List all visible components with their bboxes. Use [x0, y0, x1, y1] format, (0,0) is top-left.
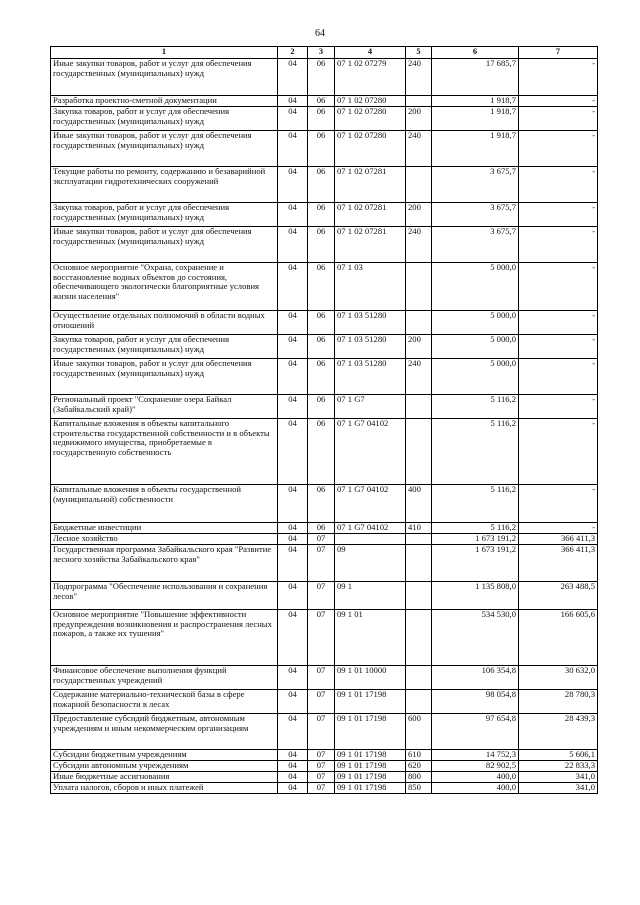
amount-cell: 3 675,7: [432, 227, 519, 263]
amount-cell: 5 000,0: [432, 311, 519, 335]
subsection-cell: 06: [308, 107, 335, 131]
table-row: [51, 545, 598, 582]
subsection-cell: 07: [308, 772, 335, 783]
section-cell: 04: [278, 523, 308, 534]
table-header-row: [51, 47, 598, 59]
name-cell: Государственная программа Забайкальского края "Развитие лесного хозяйства Забайкальского края": [51, 545, 278, 582]
amount-cell: 1 918,7: [432, 131, 519, 167]
name-cell: Капитальные вложения в объекты государственной (муниципальной) собственности: [51, 485, 278, 523]
subsection-cell: 07: [308, 610, 335, 666]
amount-cell: 98 054,8: [432, 690, 519, 714]
expense-type-cell: [406, 545, 432, 582]
table-row: [51, 714, 598, 750]
budget-table: [50, 46, 598, 794]
target-article-cell: 07 1 02 07280: [335, 131, 406, 167]
expense-type-cell: [406, 690, 432, 714]
amount-cell: 5 116,2: [432, 419, 519, 485]
subsection-cell: 07: [308, 761, 335, 772]
amount-cell: -: [519, 359, 598, 395]
expense-type-cell: 240: [406, 131, 432, 167]
subsection-cell: 07: [308, 666, 335, 690]
target-article-cell: 07 1 02 07281: [335, 227, 406, 263]
amount-cell: 400,0: [432, 772, 519, 783]
page-number: 64: [315, 28, 325, 39]
subsection-cell: 07: [308, 545, 335, 582]
amount-cell: -: [519, 107, 598, 131]
target-article-cell: 09 1 01 17198: [335, 783, 406, 794]
section-cell: 04: [278, 690, 308, 714]
name-cell: Уплата налогов, сборов и иных платежей: [51, 783, 278, 794]
table-row: [51, 395, 598, 419]
name-cell: Финансовое обеспечение выполнения функций государственных учреждений: [51, 666, 278, 690]
target-article-cell: 07 1 G7 04102: [335, 523, 406, 534]
section-cell: 04: [278, 761, 308, 772]
amount-cell: 366 411,3: [519, 534, 598, 545]
column-header: 5: [406, 47, 432, 59]
amount-cell: 22 833,3: [519, 761, 598, 772]
subsection-cell: 07: [308, 534, 335, 545]
column-header: 1: [51, 47, 278, 59]
name-cell: Субсидии автономным учреждениям: [51, 761, 278, 772]
amount-cell: -: [519, 523, 598, 534]
table-row: [51, 96, 598, 107]
subsection-cell: 06: [308, 227, 335, 263]
name-cell: Основное мероприятие "Повышение эффективности предупреждения возникновения и распространения лесных пожаров, а также их тушения": [51, 610, 278, 666]
target-article-cell: 07 1 02 07281: [335, 203, 406, 227]
table-row: [51, 107, 598, 131]
amount-cell: 3 675,7: [432, 203, 519, 227]
target-article-cell: 09 1: [335, 582, 406, 610]
table-row: [51, 359, 598, 395]
subsection-cell: 07: [308, 582, 335, 610]
expense-type-cell: 610: [406, 750, 432, 761]
section-cell: 04: [278, 359, 308, 395]
amount-cell: 5 116,2: [432, 523, 519, 534]
expense-type-cell: 240: [406, 227, 432, 263]
section-cell: 04: [278, 534, 308, 545]
expense-type-cell: 240: [406, 59, 432, 96]
subsection-cell: 06: [308, 167, 335, 203]
amount-cell: -: [519, 335, 598, 359]
name-cell: Субсидии бюджетным учреждениям: [51, 750, 278, 761]
target-article-cell: 09 1 01 17198: [335, 750, 406, 761]
subsection-cell: 06: [308, 96, 335, 107]
section-cell: 04: [278, 311, 308, 335]
table-row: [51, 203, 598, 227]
amount-cell: -: [519, 59, 598, 96]
section-cell: 04: [278, 96, 308, 107]
target-article-cell: [335, 534, 406, 545]
amount-cell: 341,0: [519, 772, 598, 783]
section-cell: 04: [278, 485, 308, 523]
target-article-cell: 07 1 03 51280: [335, 335, 406, 359]
name-cell: Иные закупки товаров, работ и услуг для обеспечения государственных (муниципальных) нужд: [51, 359, 278, 395]
name-cell: Подпрограмма "Обеспечение использования и сохранения лесов": [51, 582, 278, 610]
expense-type-cell: 410: [406, 523, 432, 534]
section-cell: 04: [278, 750, 308, 761]
table-row: [51, 772, 598, 783]
subsection-cell: 06: [308, 359, 335, 395]
table-row: [51, 419, 598, 485]
table-row: [51, 582, 598, 610]
name-cell: Закупка товаров, работ и услуг для обеспечения государственных (муниципальных) нужд: [51, 203, 278, 227]
target-article-cell: 07 1 03 51280: [335, 311, 406, 335]
table-row: [51, 131, 598, 167]
name-cell: Региональный проект "Сохранение озера Байкал (Забайкальский край)": [51, 395, 278, 419]
amount-cell: 30 632,0: [519, 666, 598, 690]
target-article-cell: 09 1 01 17198: [335, 690, 406, 714]
section-cell: 04: [278, 714, 308, 750]
amount-cell: -: [519, 263, 598, 311]
target-article-cell: 09 1 01 10000: [335, 666, 406, 690]
name-cell: Иные закупки товаров, работ и услуг для обеспечения государственных (муниципальных) нужд: [51, 59, 278, 96]
target-article-cell: 07 1 02 07279: [335, 59, 406, 96]
subsection-cell: 06: [308, 395, 335, 419]
name-cell: Капитальные вложения в объекты капитального строительства государственной собственности и в объекты недвижимого имущества, приобретаемые в государственную собственность: [51, 419, 278, 485]
column-header: 7: [519, 47, 598, 59]
expense-type-cell: 200: [406, 107, 432, 131]
amount-cell: 166 605,6: [519, 610, 598, 666]
section-cell: 04: [278, 131, 308, 167]
name-cell: Лесное хозяйство: [51, 534, 278, 545]
name-cell: Содержание материально-технической базы в сфере пожарной безопасности в лесах: [51, 690, 278, 714]
amount-cell: 5 000,0: [432, 359, 519, 395]
amount-cell: -: [519, 203, 598, 227]
amount-cell: -: [519, 131, 598, 167]
name-cell: Текущие работы по ремонту, содержанию и безаварийной эксплуатации гидротехнических сооружений: [51, 167, 278, 203]
target-article-cell: 07 1 02 07280: [335, 96, 406, 107]
amount-cell: -: [519, 311, 598, 335]
amount-cell: -: [519, 395, 598, 419]
expense-type-cell: [406, 263, 432, 311]
expense-type-cell: 850: [406, 783, 432, 794]
subsection-cell: 06: [308, 263, 335, 311]
amount-cell: 1 918,7: [432, 107, 519, 131]
amount-cell: 97 654,8: [432, 714, 519, 750]
amount-cell: 366 411,3: [519, 545, 598, 582]
amount-cell: 5 606,1: [519, 750, 598, 761]
target-article-cell: 09 1 01: [335, 610, 406, 666]
target-article-cell: 07 1 G7 04102: [335, 419, 406, 485]
column-header: 2: [278, 47, 308, 59]
amount-cell: -: [519, 227, 598, 263]
target-article-cell: 07 1 G7 04102: [335, 485, 406, 523]
amount-cell: 28 439,3: [519, 714, 598, 750]
name-cell: Иные бюджетные ассигнования: [51, 772, 278, 783]
name-cell: Предоставление субсидий бюджетным, автономным учреждениям и иным некоммерческим организациям: [51, 714, 278, 750]
expense-type-cell: [406, 311, 432, 335]
subsection-cell: 06: [308, 311, 335, 335]
subsection-cell: 07: [308, 714, 335, 750]
expense-type-cell: [406, 167, 432, 203]
target-article-cell: 09 1 01 17198: [335, 761, 406, 772]
table-row: [51, 335, 598, 359]
subsection-cell: 06: [308, 59, 335, 96]
name-cell: Бюджетные инвестиции: [51, 523, 278, 534]
target-article-cell: 09 1 01 17198: [335, 772, 406, 783]
section-cell: 04: [278, 335, 308, 359]
subsection-cell: 07: [308, 690, 335, 714]
target-article-cell: 07 1 G7: [335, 395, 406, 419]
amount-cell: -: [519, 167, 598, 203]
expense-type-cell: 400: [406, 485, 432, 523]
column-header: 4: [335, 47, 406, 59]
table-row: [51, 690, 598, 714]
table-row: [51, 610, 598, 666]
column-header: 6: [432, 47, 519, 59]
expense-type-cell: 200: [406, 203, 432, 227]
table-row: [51, 227, 598, 263]
table-row: [51, 534, 598, 545]
column-header: 3: [308, 47, 335, 59]
expense-type-cell: [406, 582, 432, 610]
amount-cell: 5 116,2: [432, 395, 519, 419]
table-row: [51, 311, 598, 335]
section-cell: 04: [278, 783, 308, 794]
expense-type-cell: [406, 534, 432, 545]
name-cell: Основное мероприятие "Охрана, сохранение и восстановление водных объектов до состояния, обеспечивающего экологически благоприятные условия жизни населения": [51, 263, 278, 311]
amount-cell: 17 685,7: [432, 59, 519, 96]
table-row: [51, 666, 598, 690]
section-cell: 04: [278, 582, 308, 610]
amount-cell: 5 000,0: [432, 335, 519, 359]
target-article-cell: 07 1 02 07281: [335, 167, 406, 203]
amount-cell: 534 530,0: [432, 610, 519, 666]
amount-cell: -: [519, 419, 598, 485]
section-cell: 04: [278, 203, 308, 227]
section-cell: 04: [278, 419, 308, 485]
table-body: [51, 59, 598, 794]
name-cell: Разработка проектно-сметной документации: [51, 96, 278, 107]
section-cell: 04: [278, 227, 308, 263]
subsection-cell: 07: [308, 783, 335, 794]
expense-type-cell: 600: [406, 714, 432, 750]
subsection-cell: 06: [308, 131, 335, 167]
table-row: [51, 263, 598, 311]
name-cell: Осуществление отдельных полномочий в области водных отношений: [51, 311, 278, 335]
table-row: [51, 167, 598, 203]
amount-cell: -: [519, 96, 598, 107]
expense-type-cell: [406, 666, 432, 690]
subsection-cell: 06: [308, 523, 335, 534]
section-cell: 04: [278, 772, 308, 783]
subsection-cell: 06: [308, 419, 335, 485]
amount-cell: 1 135 808,0: [432, 582, 519, 610]
name-cell: Иные закупки товаров, работ и услуг для обеспечения государственных (муниципальных) нужд: [51, 131, 278, 167]
name-cell: Закупка товаров, работ и услуг для обеспечения государственных (муниципальных) нужд: [51, 107, 278, 131]
section-cell: 04: [278, 107, 308, 131]
amount-cell: 14 752,3: [432, 750, 519, 761]
expense-type-cell: [406, 610, 432, 666]
section-cell: 04: [278, 395, 308, 419]
amount-cell: 341,0: [519, 783, 598, 794]
name-cell: Закупка товаров, работ и услуг для обеспечения государственных (муниципальных) нужд: [51, 335, 278, 359]
subsection-cell: 06: [308, 335, 335, 359]
section-cell: 04: [278, 167, 308, 203]
amount-cell: 82 902,5: [432, 761, 519, 772]
subsection-cell: 06: [308, 485, 335, 523]
amount-cell: 1 673 191,2: [432, 534, 519, 545]
table-row: [51, 750, 598, 761]
table-row: [51, 59, 598, 96]
target-article-cell: 07 1 03 51280: [335, 359, 406, 395]
table-row: [51, 783, 598, 794]
target-article-cell: 07 1 03: [335, 263, 406, 311]
amount-cell: 400,0: [432, 783, 519, 794]
section-cell: 04: [278, 610, 308, 666]
expense-type-cell: [406, 419, 432, 485]
amount-cell: 5 116,2: [432, 485, 519, 523]
amount-cell: 263 488,5: [519, 582, 598, 610]
expense-type-cell: 240: [406, 359, 432, 395]
target-article-cell: 09: [335, 545, 406, 582]
expense-type-cell: 620: [406, 761, 432, 772]
amount-cell: -: [519, 485, 598, 523]
section-cell: 04: [278, 545, 308, 582]
amount-cell: 3 675,7: [432, 167, 519, 203]
expense-type-cell: 200: [406, 335, 432, 359]
subsection-cell: 06: [308, 203, 335, 227]
target-article-cell: 09 1 01 17198: [335, 714, 406, 750]
section-cell: 04: [278, 263, 308, 311]
name-cell: Иные закупки товаров, работ и услуг для обеспечения государственных (муниципальных) нужд: [51, 227, 278, 263]
subsection-cell: 07: [308, 750, 335, 761]
table-row: [51, 761, 598, 772]
table-row: [51, 485, 598, 523]
expense-type-cell: [406, 395, 432, 419]
amount-cell: 1 673 191,2: [432, 545, 519, 582]
expense-type-cell: [406, 96, 432, 107]
amount-cell: 28 780,3: [519, 690, 598, 714]
amount-cell: 1 918,7: [432, 96, 519, 107]
section-cell: 04: [278, 59, 308, 96]
table-row: [51, 523, 598, 534]
expense-type-cell: 800: [406, 772, 432, 783]
amount-cell: 5 000,0: [432, 263, 519, 311]
amount-cell: 106 354,8: [432, 666, 519, 690]
section-cell: 04: [278, 666, 308, 690]
target-article-cell: 07 1 02 07280: [335, 107, 406, 131]
